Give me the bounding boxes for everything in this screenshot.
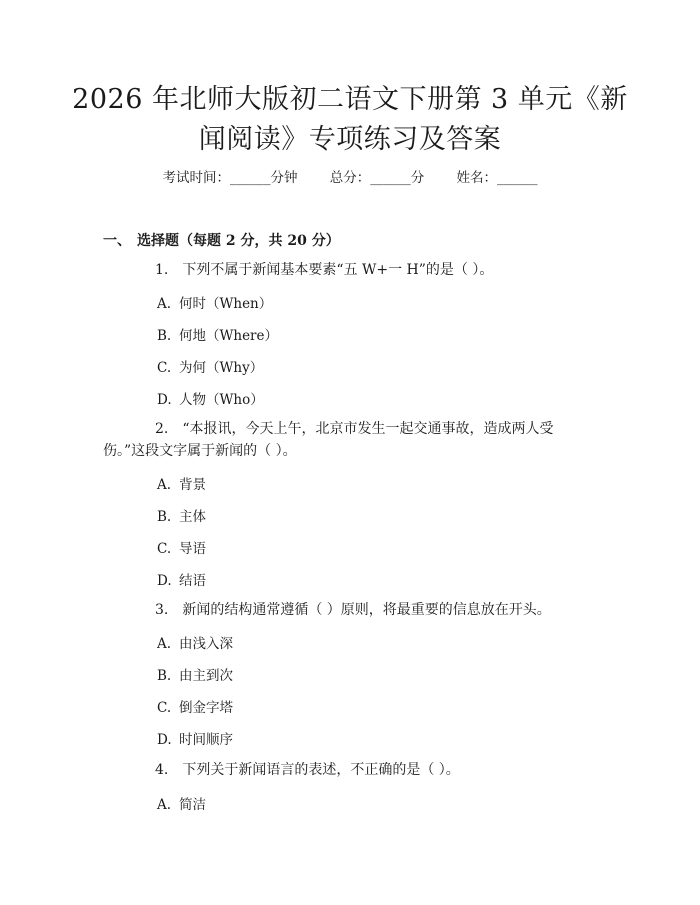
option-text: 由主到次: [179, 668, 233, 684]
option-text: 人物（Who）: [179, 392, 264, 408]
option-1b: [157, 324, 278, 344]
option-text: 背景: [179, 477, 206, 493]
option-text: 主体: [179, 509, 206, 525]
option-text: 导语: [179, 541, 206, 557]
option-letter: A.: [157, 797, 172, 813]
question-3: [103, 599, 593, 621]
option-letter: C.: [157, 360, 172, 376]
option-4a: [157, 793, 206, 813]
option-letter: A.: [157, 636, 172, 652]
option-1d: [157, 388, 264, 408]
option-1c: [157, 356, 263, 376]
option-text: 简洁: [179, 797, 206, 813]
question-text: [103, 259, 593, 281]
option-letter: C.: [157, 541, 172, 557]
option-text: 由浅入深: [179, 636, 233, 652]
document-title: [60, 80, 640, 160]
option-letter: D.: [157, 392, 172, 408]
option-text: 倒金字塔: [179, 700, 233, 716]
option-letter: B.: [157, 668, 172, 684]
question-text: [103, 599, 593, 621]
option-letter: A.: [157, 296, 172, 312]
option-3a: [157, 632, 233, 652]
question-stem: “本报讯，今天上午，北京市发生一起交通事故，造成两人受伤。”这段文字属于新闻的（ ）。: [103, 421, 554, 459]
option-2a: [157, 473, 206, 493]
option-letter: B.: [157, 328, 172, 344]
question-text: [103, 759, 593, 781]
question-number: 1.: [155, 262, 169, 278]
option-2b: [157, 505, 206, 525]
question-number: 3.: [155, 602, 169, 618]
option-letter: D.: [157, 732, 172, 748]
question-stem: 下列关于新闻语言的表述，不正确的是（ ）。: [182, 762, 460, 778]
section-number: 一、: [103, 233, 131, 249]
question-number: 2.: [155, 421, 169, 437]
question-4: [103, 759, 593, 781]
option-text: 何时（When）: [179, 296, 273, 312]
option-3b: [157, 664, 233, 684]
title-line-2: 闻阅读》专项练习及答案: [198, 124, 502, 155]
title-line-1: 2026 年北师大版初二语文下册第 3 单元《新: [72, 84, 628, 115]
question-2: [103, 418, 593, 462]
option-text: 结语: [179, 573, 206, 589]
option-1a: [157, 292, 272, 312]
option-3d: [157, 728, 233, 748]
option-2c: [157, 537, 206, 557]
option-text: 何地（Where）: [179, 328, 279, 344]
exam-info: [0, 166, 700, 186]
section-heading: [103, 230, 340, 250]
question-stem: 新闻的结构通常遵循（ ）原则，将最重要的信息放在开头。: [182, 602, 551, 618]
option-text: 时间顺序: [179, 732, 233, 748]
option-letter: D.: [157, 573, 172, 589]
question-number: 4.: [155, 762, 169, 778]
total-score-field: 总分：______分: [329, 170, 425, 186]
option-letter: B.: [157, 509, 172, 525]
question-1: [103, 259, 593, 281]
option-2d: [157, 569, 206, 589]
option-letter: C.: [157, 700, 172, 716]
question-text: [103, 418, 593, 462]
student-name-field: 姓名：______: [456, 170, 538, 186]
exam-time-field: 考试时间：______分钟: [162, 170, 298, 186]
option-text: 为何（Why）: [179, 360, 264, 376]
section-label: 选择题（每题 2 分，共 20 分）: [137, 233, 340, 249]
option-letter: A.: [157, 477, 172, 493]
option-3c: [157, 696, 233, 716]
question-stem: 下列不属于新闻基本要素“五 W+一 H”的是（ ）。: [182, 262, 494, 278]
